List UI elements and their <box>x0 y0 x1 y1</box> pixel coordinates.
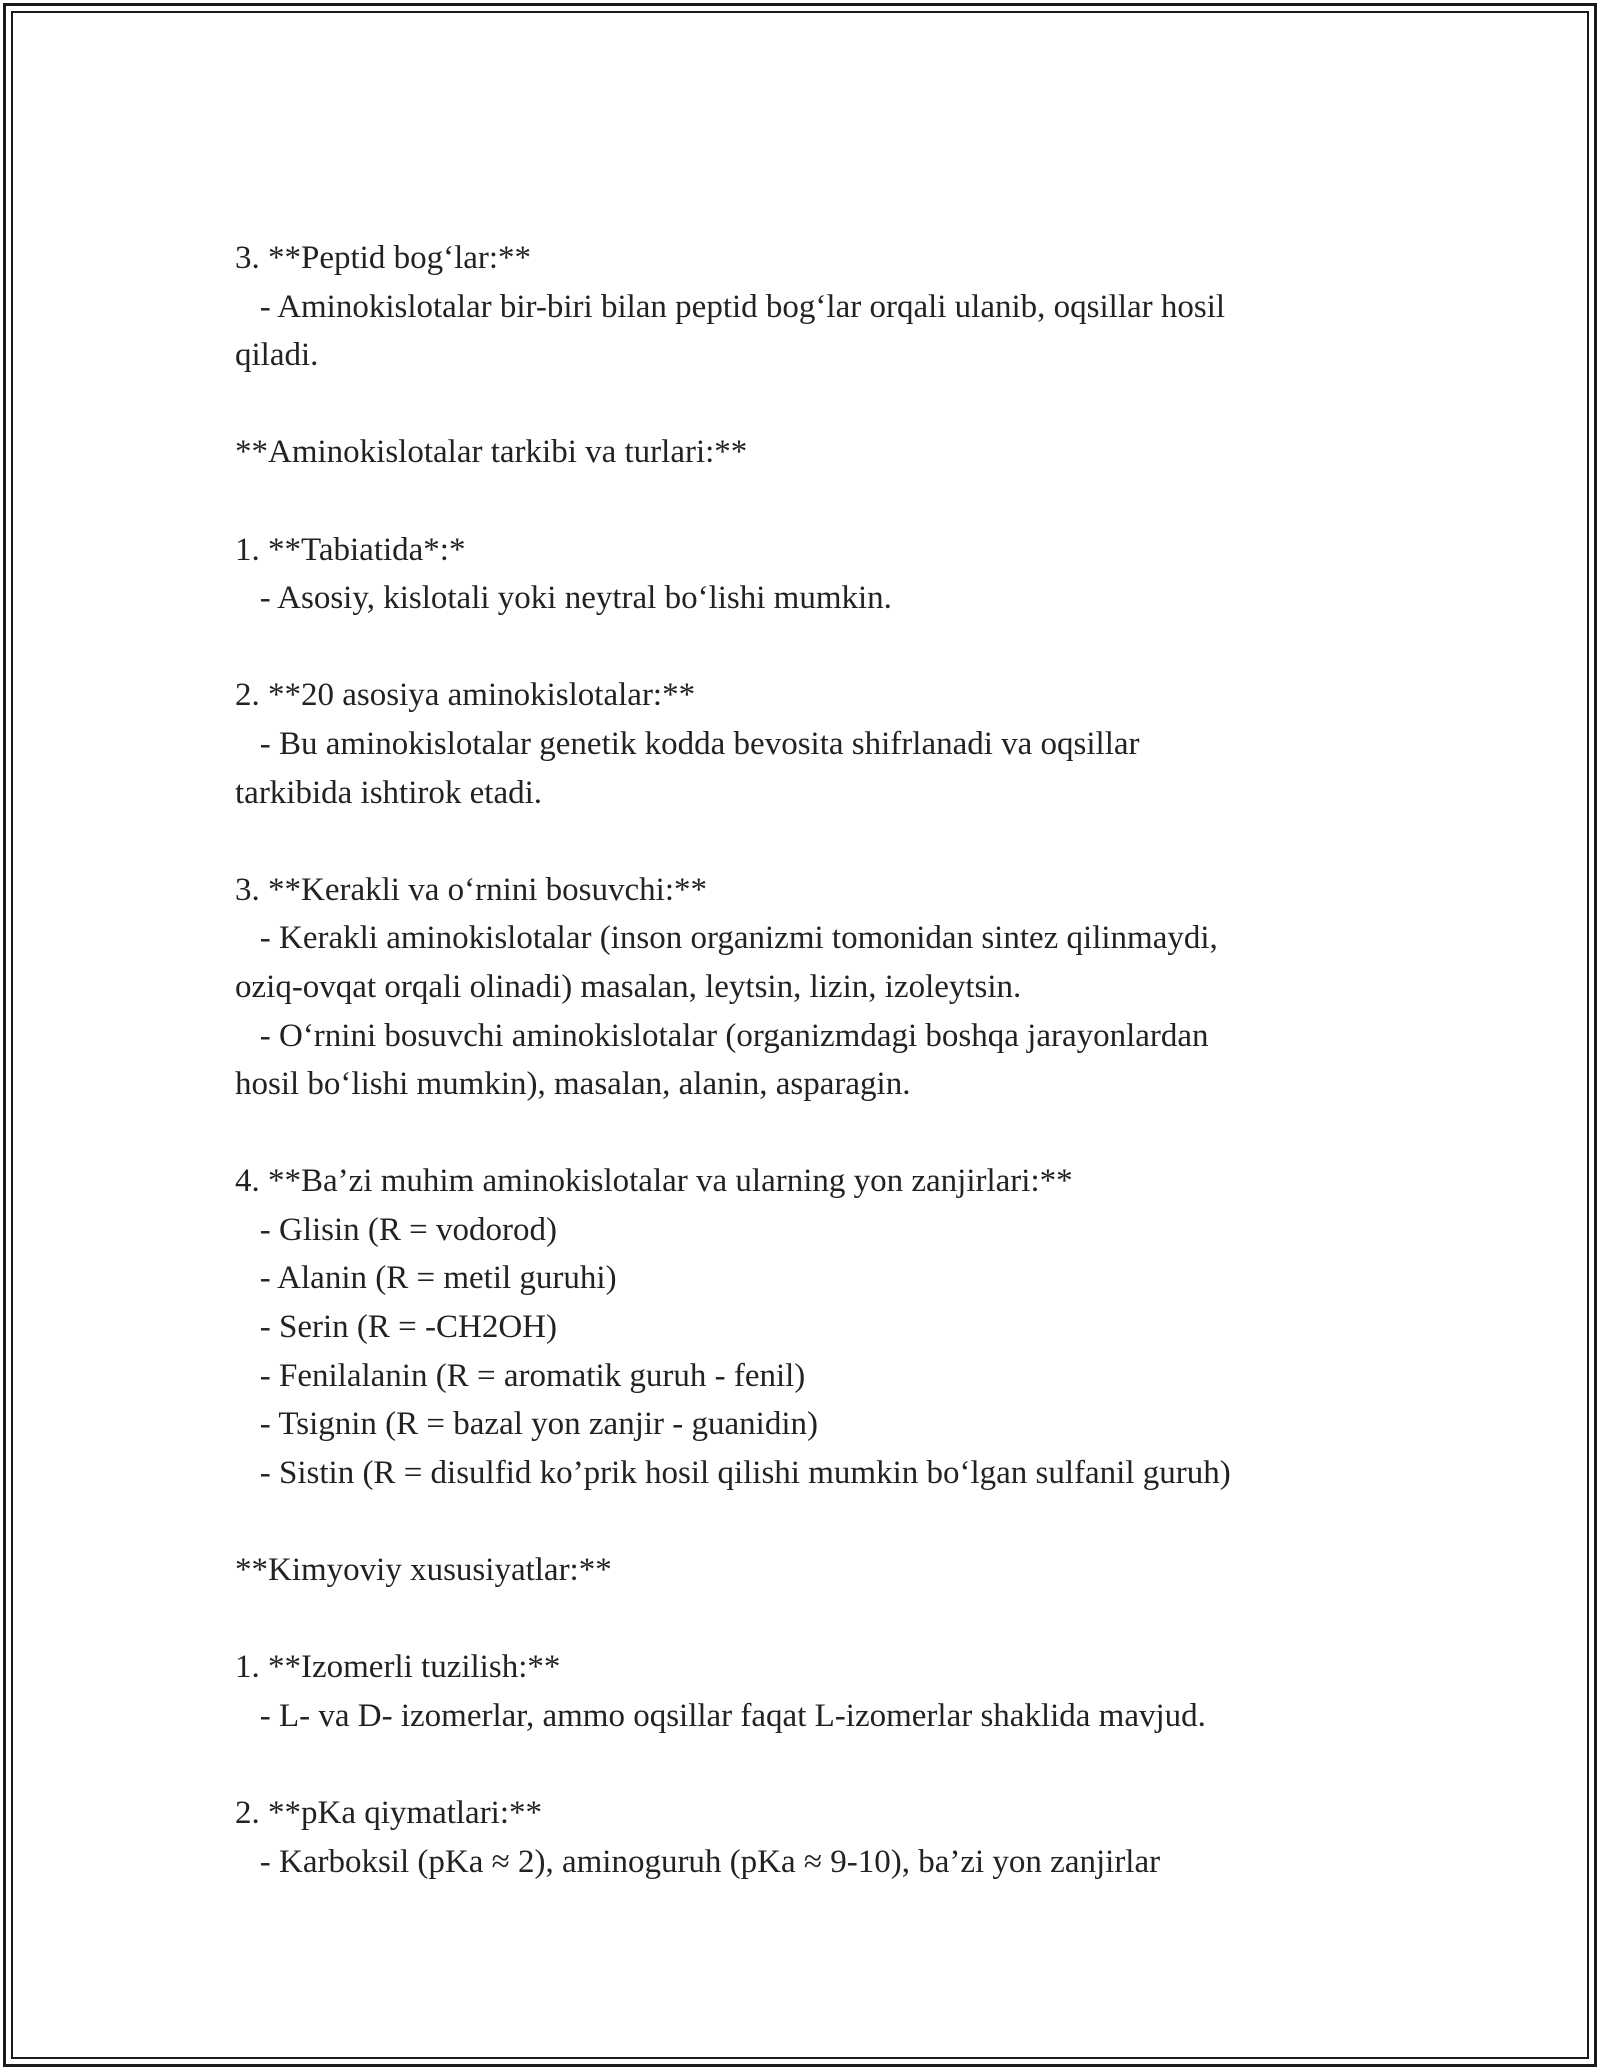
blank-line <box>235 1497 1385 1546</box>
blank-line <box>235 1595 1385 1644</box>
text-line: 3. **Peptid bog‘lar:** <box>235 240 532 276</box>
text-line: 1. **Izomerli tuzilish:** <box>235 1649 561 1686</box>
text-line: 2. **20 asosiya aminokislotalar:** <box>235 677 696 714</box>
text-line: - Tsignin (R = bazal yon zanjir - guanidin) <box>235 1406 818 1443</box>
text-line: oziq-ovqat orqali olinadi) masalan, leytsin, lizin, izoleytsin. <box>235 968 1022 1005</box>
text-line: qiladi. <box>235 337 319 374</box>
blank-line <box>235 623 1385 672</box>
blank-line <box>235 1740 1385 1789</box>
blank-line <box>235 817 1385 866</box>
text-line: - Karboksil (pKa ≈ 2), aminoguruh (pKa ≈ 9-10), ba’zi yon zanjirlar <box>235 1843 1161 1880</box>
text-line: - Alanin (R = metil guruhi) <box>235 1260 617 1297</box>
text-line: - Glisin (R = vodorod) <box>235 1211 558 1248</box>
text-line: - O‘rnini bosuvchi aminokislotalar (organizmdagi boshqa jarayonlardan <box>235 1017 1209 1054</box>
text-line: - Aminokislotalar bir-biri bilan peptid bog‘lar orqali ulanib, oqsillar hosil <box>235 288 1226 325</box>
text-line: **Kimyoviy xususiyatlar:** <box>235 1552 612 1589</box>
text-line: **Aminokislotalar tarkibi va turlari:** <box>235 434 748 471</box>
blank-line <box>235 1109 1385 1158</box>
text-line: 1. **Tabiatida*:* <box>235 531 466 568</box>
text-line: hosil bo‘lishi mumkin), masalan, alanin, asparagin. <box>235 1066 911 1103</box>
text-line: - Fenilalanin (R = aromatik guruh - fenil) <box>235 1357 806 1394</box>
text-line: - Asosiy, kislotali yoki neytral bo‘lishi mumkin. <box>235 580 892 617</box>
text-line: - Sistin (R = disulfid ko’prik hosil qilishi mumkin bo‘lgan sulfanil guruh) <box>235 1454 1231 1491</box>
text-line: 2. **pKa qiymatlari:** <box>235 1795 543 1831</box>
text-line: - L- va D- izomerlar, ammo oqsillar faqat L-izomerlar shaklida mavjud. <box>235 1697 1206 1734</box>
blank-line <box>235 380 1385 429</box>
text-line: - Serin (R = -CH2OH) <box>235 1309 557 1346</box>
blank-line <box>235 477 1385 526</box>
text-line: 4. **Ba’zi muhim aminokislotalar va ularning yon zanjirlari:** <box>235 1163 1073 1200</box>
document-body <box>235 234 1385 1886</box>
text-line: - Bu aminokislotalar genetik kodda bevosita shifrlanadi va oqsillar <box>235 725 1140 762</box>
text-line: 3. **Kerakli va o‘rnini bosuvchi:** <box>235 871 707 908</box>
text-line: - Kerakli aminokislotalar (inson organizmi tomonidan sintez qilinmaydi, <box>235 920 1218 957</box>
text-line: tarkibida ishtirok etadi. <box>235 774 543 811</box>
